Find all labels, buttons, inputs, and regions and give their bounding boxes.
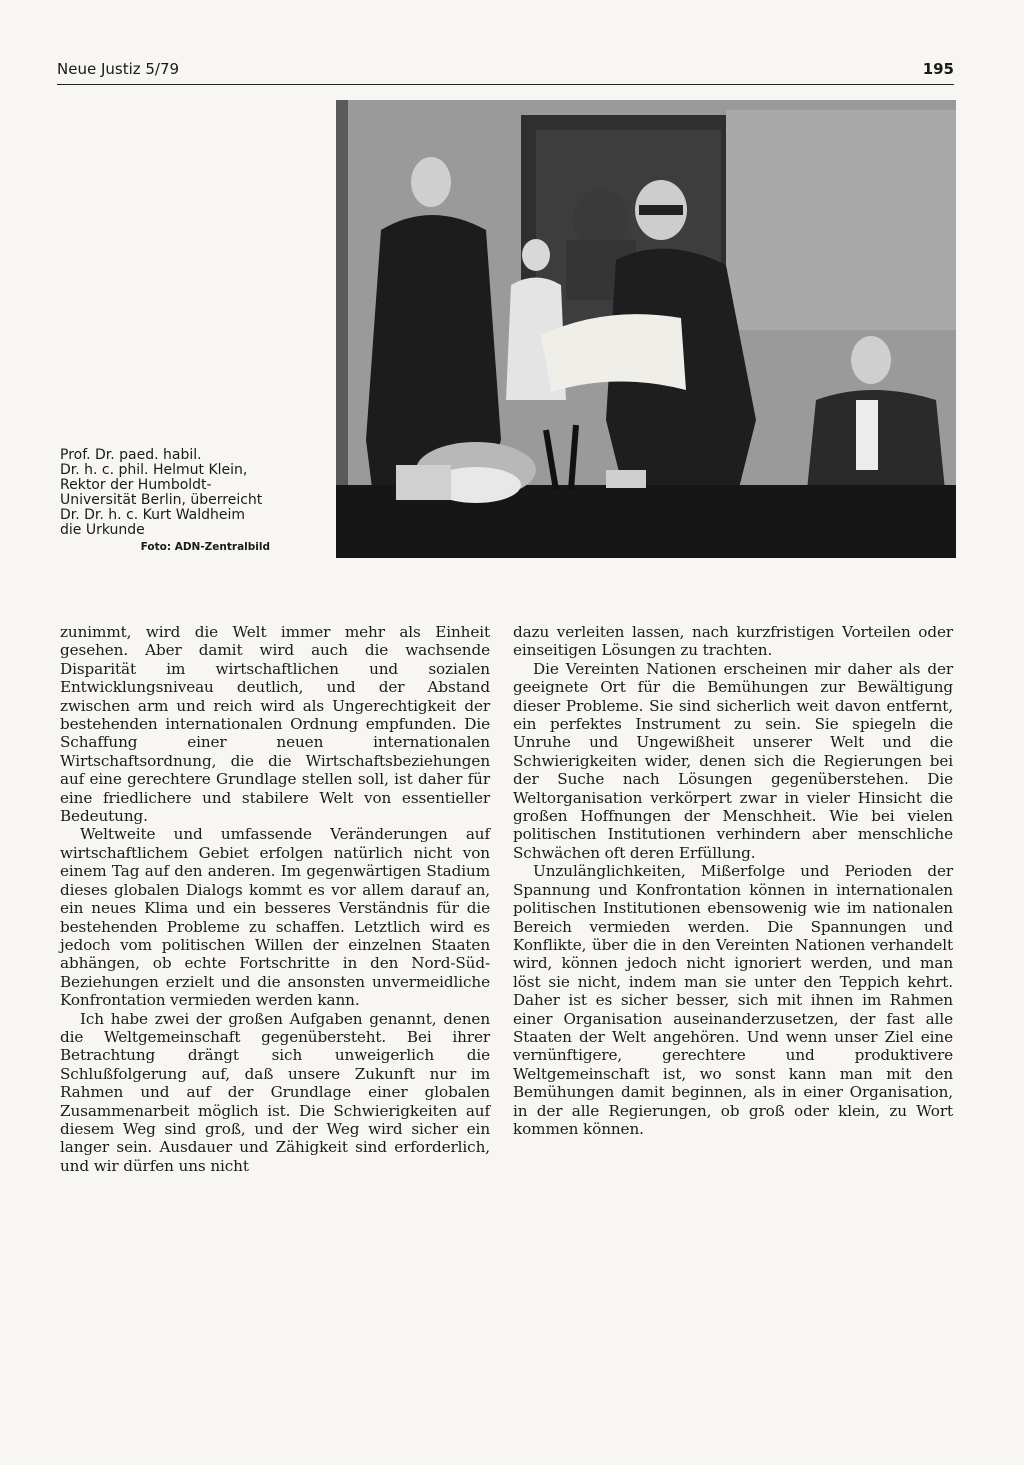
press-photo: [336, 100, 956, 558]
paragraph: Ich habe zwei der großen Aufgaben genannt, denen die Weltgemeinschaft gegenübersteht. Bei ihrer Betrachtung drängt sich unweigerlich die Schlußfolgerung auf, daß unsere Zukunft nur im Rahmen und auf der Grundlage einer globalen Zusammenarbeit möglich ist. Die Schwierigkeiten auf diesem Weg sind groß, und der Weg wird sicher ein langer sein. Ausdauer und Zähigkeit sind erforderlich, und wir dürfen uns nicht: [60, 1009, 490, 1175]
running-header: [57, 60, 954, 85]
caption-line: Dr. h. c. phil. Helmut Klein,: [60, 462, 248, 478]
journal-title: Neue Justiz 5/79: [57, 60, 180, 78]
paragraph: dazu verleiten lassen, nach kurzfristigen Vorteilen oder einseitigen Lösungen zu trachten.: [513, 623, 953, 660]
caption-line: Dr. Dr. h. c. Kurt Waldheim: [60, 507, 246, 523]
paragraph: Die Vereinten Nationen erscheinen mir daher als der geeignete Ort für die Bemühungen zur Bewältigung dieser Probleme. Sie sind sicherlich weit davon entfernt, ein perfektes Instrument zu sein. Sie spiegeln die Unruhe und Ungewißheit unserer Welt und die Schwierigkeiten wider, denen sich die Regierungen bei der Suche nach Lösungen gegenüberstehen. Die Weltorganisation verkörpert zwar in vieler Hinsicht die großen Hoffnungen der Menschheit. Wie bei vielen politischen Institutionen verhindern aber menschliche Schwächen oft deren Erfüllung.: [513, 659, 953, 862]
page-number: 195: [922, 60, 954, 78]
paragraph: zunimmt, wird die Welt immer mehr als Einheit gesehen. Aber damit wird auch die wachsende Disparität im wirtschaftlichen und sozialen Entwicklungsniveau deutlich, und der Abstand zwischen arm und reich wird als Ungerechtigkeit der bestehenden internationalen Ordnung empfunden. Die Schaffung einer neuen internationalen Wirtschaftsordnung, die die Wirtschaftsbeziehungen auf eine gerechtere Grundlage stellen soll, ist daher für eine friedlichere und stabilere Welt von essentieller Bedeutung.: [60, 623, 490, 826]
paragraph: Unzulänglichkeiten, Mißerfolge und Perioden der Spannung und Konfrontation können in internationalen politischen Institutionen ebensowenig wie im nationalen Bereich vermieden werden. Die Spannungen und Konflikte, über die in den Vereinten Nationen verhandelt wird, können jedoch nicht ignoriert werden, und man löst sie nicht, indem man sie unter den Teppich kehrt. Daher ist es sicher besser, sich mit ihnen im Rahmen einer Organisation auseinanderzusetzen, der fast alle Staaten der Welt angehören. Und wenn unser Ziel eine vernünftigere, gerechtere und produktivere Weltgemeinschaft ist, wo sonst kann man mit den Bemühungen damit beginnen, als in einer Organisation, in der alle Regierungen, ob groß oder klein, zu Wort kommen können.: [513, 862, 953, 1138]
photo-caption: [60, 448, 270, 555]
text-column-right: [513, 623, 953, 1138]
caption-line: Rektor der Humboldt-: [60, 477, 212, 493]
caption-line: Prof. Dr. paed. habil.: [60, 447, 202, 463]
photo-illustration: [336, 100, 956, 558]
caption-line: die Urkunde: [60, 522, 145, 538]
paragraph: Weltweite und umfassende Veränderungen auf wirtschaftlichem Gebiet erfolgen natürlich nicht von einem Tag auf den anderen. Im gegenwärtigen Stadium dieses globalen Dialogs kommt es vor allem darauf an, ein neues Klima und ein besseres Verständnis für die bestehenden Probleme zu schaffen. Letztlich wird es jedoch vom politischen Willen der einzelnen Staaten abhängen, ob echte Fortschritte in den Nord-Süd-Beziehungen erzielt und die ansonsten unvermeidliche Konfrontation vermieden werden kann.: [60, 825, 490, 1010]
text-column-left: [60, 623, 490, 1175]
photo-credit: Foto: ADN-Zentralbild: [140, 541, 270, 553]
caption-line: Universität Berlin, überreicht: [60, 492, 263, 508]
